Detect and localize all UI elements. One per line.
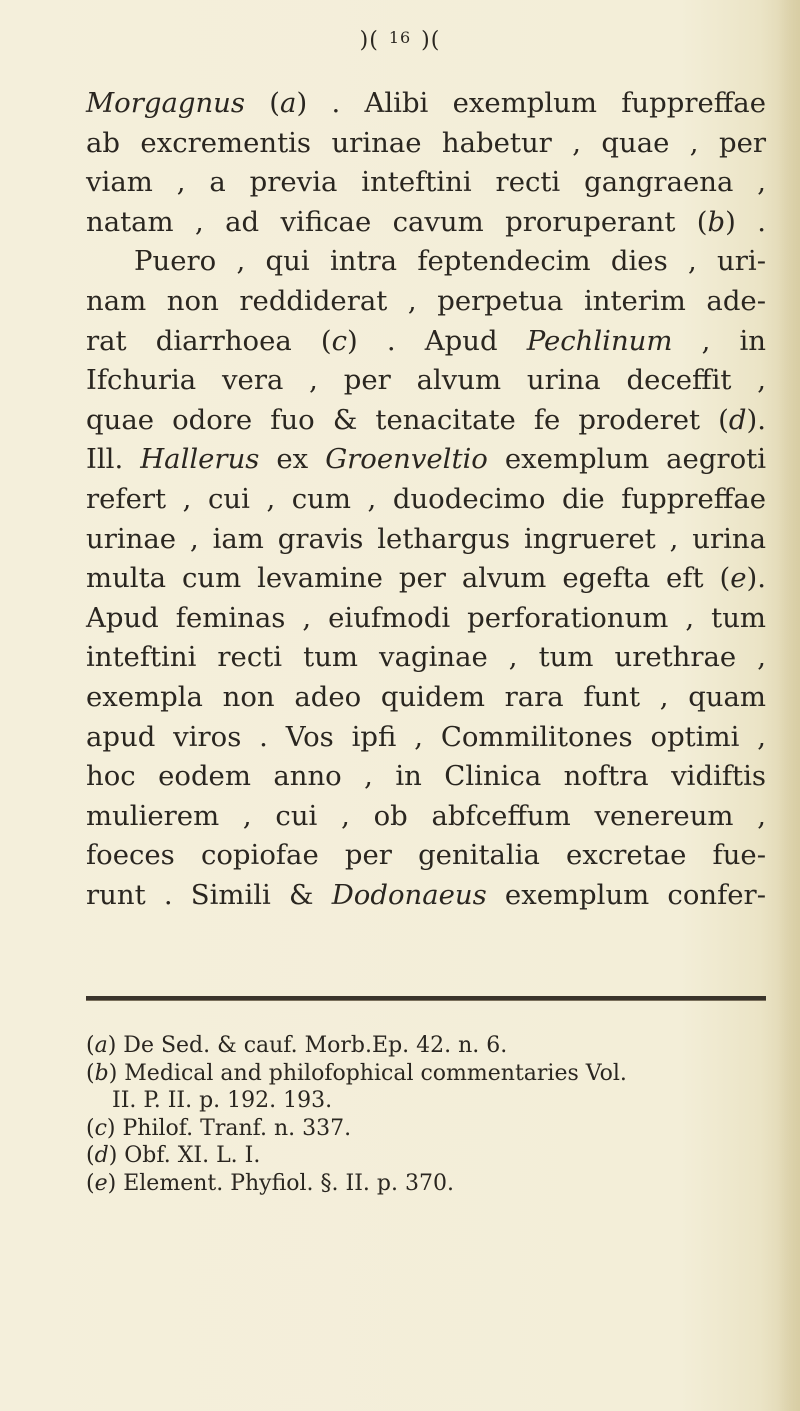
text-run: multa cum levamine per alvum egefta eft ( <box>86 562 731 595</box>
text-run: Apud feminas , eiufmodi perforationum , tum <box>86 601 766 634</box>
text-line <box>86 559 766 599</box>
text-line <box>86 361 766 401</box>
text-line <box>86 322 766 362</box>
footnote-text: Philof. Tranf. n. 337. <box>115 1115 352 1141</box>
text-run: Ill. <box>86 443 141 476</box>
italic-run: a <box>280 87 297 119</box>
header-right-mark: )( <box>421 28 441 53</box>
footnotes <box>86 1032 776 1198</box>
footnote-mark: d <box>94 1143 109 1169</box>
text-run: ) . Apud <box>347 324 527 357</box>
text-run: quae odore fuo & tenacitate fe proderet ( <box>86 403 729 436</box>
text-line <box>86 84 766 124</box>
text-line <box>86 718 766 758</box>
text-run: inteftini recti tum vaginae , tum urethrae , <box>86 641 766 674</box>
footnote-rule <box>86 996 766 1001</box>
text-line <box>86 638 766 678</box>
text-run: rat diarrhoea ( <box>86 324 332 357</box>
text-run: urinae , iam gravis lethargus ingrueret , urina <box>86 522 766 555</box>
footnote-text: Element. Phyfiol. §. II. p. 370. <box>116 1170 454 1196</box>
footnote-text: De Sed. & cauf. Morb.Ep. 42. n. 6. <box>116 1033 508 1058</box>
footnote-mark: b <box>94 1060 109 1086</box>
text-run: , in <box>672 324 766 357</box>
text-line <box>86 203 766 243</box>
text-line <box>86 440 766 480</box>
running-header <box>0 28 800 53</box>
text-run: natam , ad vificae cavum proruperant ( <box>86 205 708 238</box>
footnote-mark: a <box>94 1033 108 1058</box>
text-run: ex <box>259 443 326 476</box>
page-edge-shadow <box>778 0 800 1411</box>
text-run: exemplum confer- <box>486 878 766 911</box>
text-run: ab excrementis urinae habetur , quae , per <box>86 126 766 159</box>
page-number: 16 <box>388 28 412 47</box>
text-run: ). <box>746 403 766 436</box>
italic-run: Morgagnus <box>86 87 245 119</box>
text-line <box>86 242 766 282</box>
text-run: Ifchuria vera , per alvum urina deceffit , <box>86 364 766 397</box>
footnote: (e) Element. Phyfiol. §. II. p. 370. <box>86 1170 454 1196</box>
text-line <box>86 599 766 639</box>
italic-run: Pechlinum <box>526 324 673 357</box>
text-line <box>86 282 766 322</box>
text-line <box>86 520 766 560</box>
text-line <box>86 163 766 203</box>
text-run: apud viros . Vos ipfi , Commilitones optimi , <box>86 720 766 753</box>
text-run: runt . Simili & <box>86 878 332 911</box>
text-run: ) . Alibi exemplum fuppreffae <box>296 87 766 119</box>
italic-run: b <box>707 205 726 238</box>
body-text <box>86 84 766 915</box>
footnote: (a) De Sed. & cauf. Morb.Ep. 42. n. 6. <box>86 1033 508 1058</box>
footnote-text: Obf. XI. L. I. <box>117 1143 261 1169</box>
text-run: Puero , qui intra feptendecim dies , uri- <box>134 245 766 278</box>
text-run: viam , a previa inteftini recti gangraena , <box>86 166 766 199</box>
text-run: mulierem , cui , ob abfceffum venereum , <box>86 799 766 832</box>
text-run: foeces copiofae per genitalia excretae fue- <box>86 839 766 872</box>
text-line <box>86 757 766 797</box>
text-run: hoc eodem anno , in Clinica noftra vidiftis <box>86 760 766 793</box>
footnote-mark: c <box>94 1115 107 1141</box>
italic-run: c <box>331 324 348 357</box>
text-run: ) . <box>725 205 766 238</box>
footnote-mark: e <box>94 1170 108 1196</box>
italic-run: Hallerus <box>140 443 260 476</box>
header-left-mark: )( <box>359 28 379 53</box>
text-line <box>86 401 766 441</box>
text-run: exemplum aegroti <box>487 443 766 476</box>
text-line <box>86 678 766 718</box>
italic-run: d <box>728 403 747 436</box>
text-run: nam non reddiderat , perpetua interim ade- <box>86 284 766 317</box>
text-line <box>86 836 766 876</box>
text-run: refert , cui , cum , duodecimo die fuppreffae <box>86 482 766 515</box>
italic-run: e <box>730 562 747 595</box>
italic-run: Dodonaeus <box>331 878 487 911</box>
text-line <box>86 797 766 837</box>
text-line <box>86 480 766 520</box>
text-line <box>86 876 766 916</box>
italic-run: Groenveltio <box>325 443 488 476</box>
footnote-text: Medical and philofophical commentaries Vol. <box>117 1060 627 1086</box>
footnote: (d) Obf. XI. L. I. <box>86 1143 261 1169</box>
text-run: ). <box>746 562 766 595</box>
footnote <box>86 1087 776 1115</box>
footnote-text: II. P. II. p. 192. 193. <box>112 1088 333 1114</box>
text-run: exempla non adeo quidem rara funt , quam <box>86 680 766 713</box>
text-run: ( <box>245 87 281 119</box>
footnote: (b) Medical and philofophical commentaries Vol. <box>86 1060 627 1086</box>
footnote: (c) Philof. Tranf. n. 337. <box>86 1115 352 1141</box>
text-line <box>86 124 766 164</box>
